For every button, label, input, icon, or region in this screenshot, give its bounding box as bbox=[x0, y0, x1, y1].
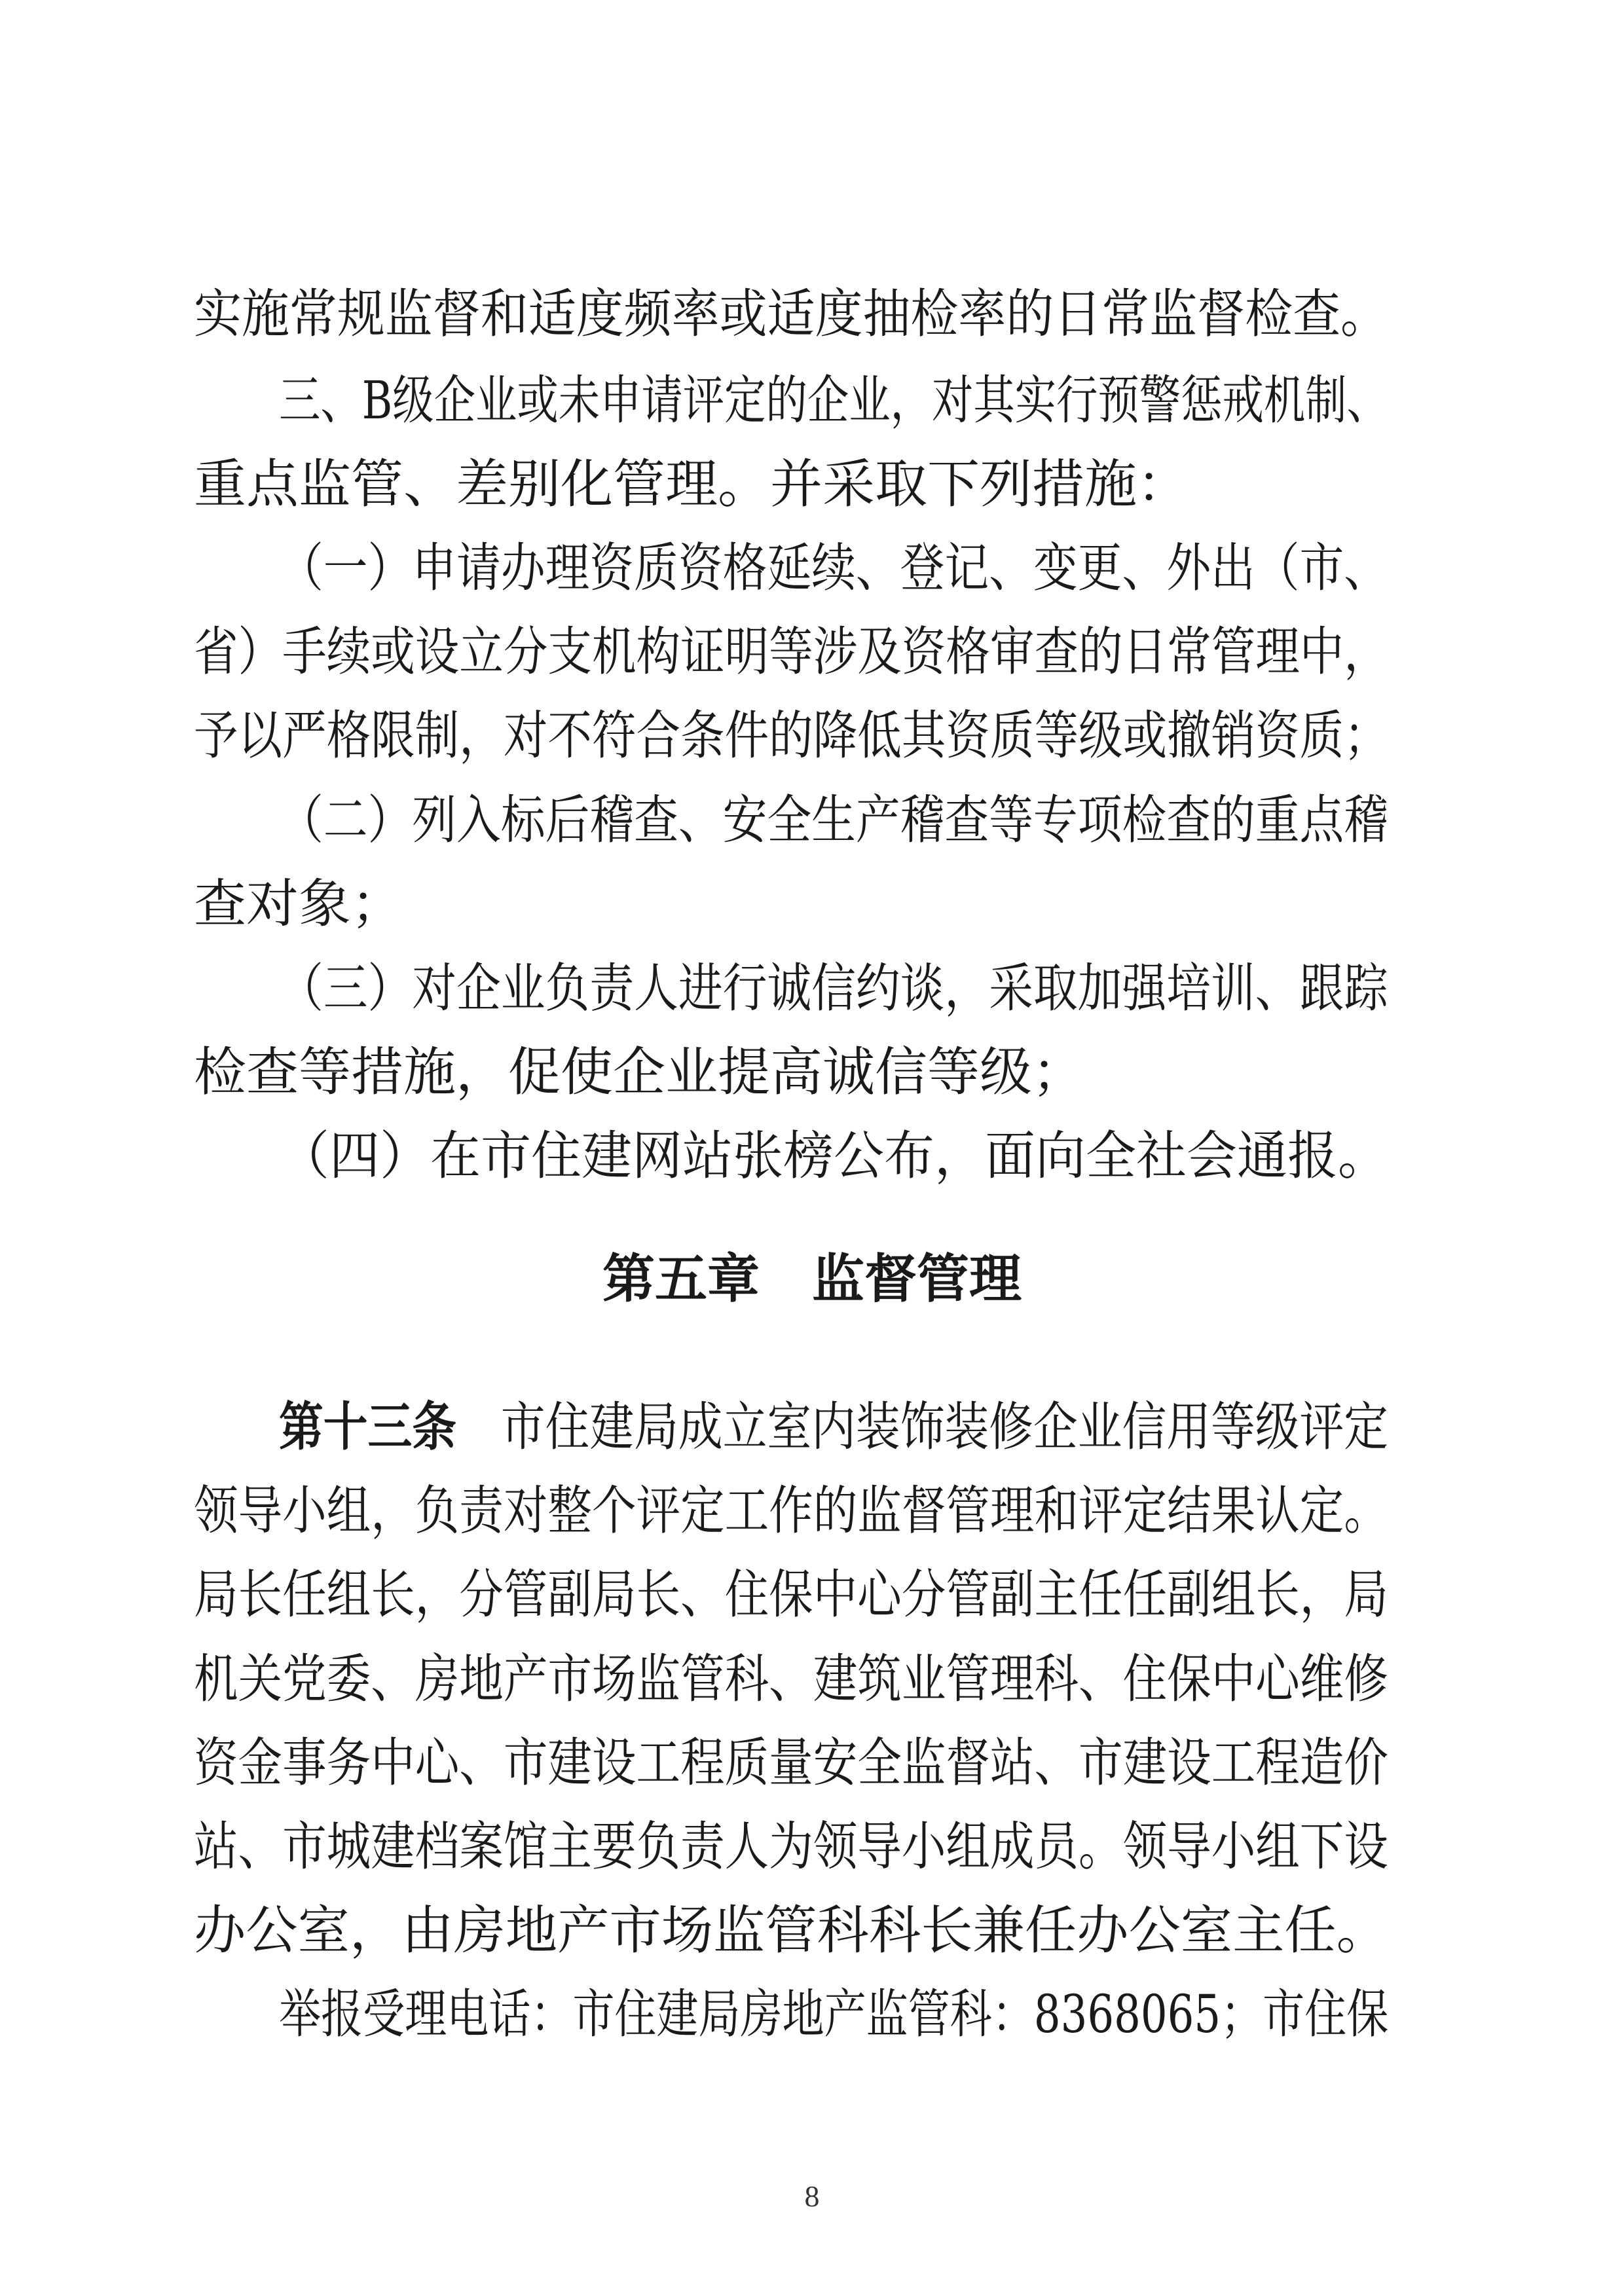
paragraph-line: 站、市城建档案馆主要负责人为领导小组成员。领导小组下设 bbox=[194, 1816, 1388, 1877]
paragraph-line: 实施常规监督和适度频率或适度抽检率的日常监督检查。 bbox=[194, 283, 1388, 344]
paragraph-line: 查对象； bbox=[194, 873, 403, 934]
paragraph-line: （一）申请办理资质资格延续、登记、变更、外出（市、 bbox=[279, 538, 1388, 598]
paragraph-line: 省）手续或设立分支机构证明等涉及资格审查的日常管理中， bbox=[194, 621, 1388, 682]
paragraph-line: 领导小组，负责对整个评定工作的监督管理和评定结果认定。 bbox=[194, 1480, 1388, 1541]
paragraph-line: 予以严格限制，对不符合条件的降低其资质等级或撤销资质； bbox=[194, 705, 1388, 766]
paragraph-line: （三）对企业负责人进行诚信约谈，采取加强培训、跟踪 bbox=[279, 958, 1388, 1019]
paragraph-line: 重点监管、差别化管理。并采取下列措施： bbox=[194, 454, 1189, 515]
paragraph-line: （四）在市住建网站张榜公布，面向全社会通报。 bbox=[279, 1125, 1388, 1186]
paragraph-line: 资金事务中心、市建设工程质量安全监督站、市建设工程造价 bbox=[194, 1732, 1388, 1793]
paragraph-line: 局长任组长，分管副局长、住保中心分管副主任任副组长，局 bbox=[194, 1564, 1388, 1625]
paragraph-line: 机关党委、房地产市场监管科、建筑业管理科、住保中心维修 bbox=[194, 1649, 1388, 1709]
paragraph-line: 三、B级企业或未申请评定的企业，对其实行预警惩戒机制、 bbox=[279, 370, 1388, 431]
article-title: 第十三条 bbox=[279, 1396, 457, 1457]
chapter-title: 第五章 监督管理 bbox=[602, 1248, 1022, 1309]
article-first-line bbox=[279, 1394, 1388, 1460]
paragraph-line: 检查等措施，促使企业提高诚信等级； bbox=[194, 1042, 1084, 1102]
paragraph-line: （二）列入标后稽查、安全生产稽查等专项检查的重点稽 bbox=[279, 790, 1388, 850]
page-number: 8 bbox=[804, 2179, 820, 2213]
paragraph-line: 办公室，由房地产市场监管科科长兼任办公室主任。 bbox=[194, 1900, 1388, 1961]
article-text: 市住建局成立室内装饰装修企业信用等级评定 bbox=[456, 1396, 1388, 1457]
report-phone-line: 举报受理电话：市住建局房地产监管科：8368065；市住保 bbox=[279, 1984, 1389, 2045]
